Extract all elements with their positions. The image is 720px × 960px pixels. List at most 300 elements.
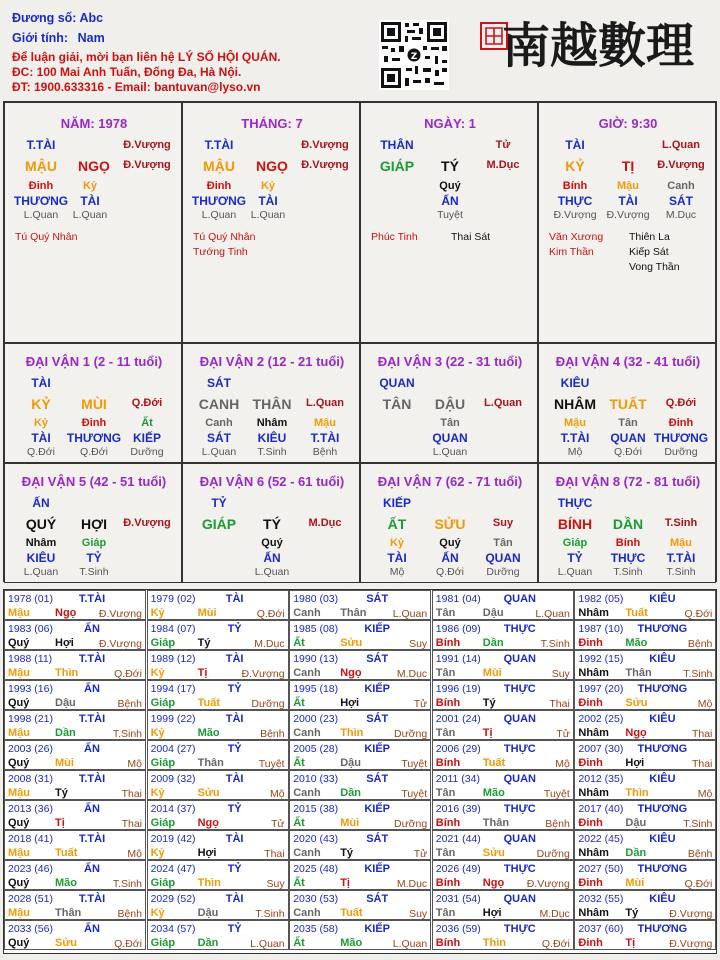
pillar-title: GIỜ: 9:30 <box>598 116 658 131</box>
year-cell[interactable] <box>289 860 431 890</box>
year-branch: Tuất <box>625 607 648 619</box>
year-label: 1998 (21) <box>8 713 53 725</box>
year-label: 2030 (53) <box>293 893 339 905</box>
year-label: 1979 (02) <box>150 593 196 605</box>
hidden-god: QUAN <box>485 551 521 565</box>
year-branch: Dậu <box>340 757 361 769</box>
year-branch: Tý <box>482 697 496 709</box>
year-state: T.Sinh <box>683 818 713 830</box>
hidden-stem: Đinh <box>28 180 54 192</box>
year-branch: Mùi <box>625 877 645 889</box>
year-state: Suy <box>409 908 428 920</box>
year-cell[interactable] <box>432 680 574 710</box>
year-label: 1983 (06) <box>8 623 53 635</box>
year-cell[interactable] <box>432 800 574 830</box>
year-branch: Tị <box>197 667 208 679</box>
year-label: 1987 (10) <box>578 623 624 635</box>
year-cell[interactable] <box>147 710 289 740</box>
year-god: SÁT <box>366 773 389 785</box>
year-stem: Ất <box>293 697 305 709</box>
luck-pillar[interactable] <box>4 463 182 583</box>
year-stem: Quý <box>8 697 30 709</box>
luck-pillar[interactable] <box>538 463 716 583</box>
year-state: Thai <box>549 698 570 710</box>
year-cell[interactable] <box>289 770 431 800</box>
year-cell[interactable] <box>289 800 431 830</box>
year-label: 2033 (56) <box>8 923 53 935</box>
year-branch: Sửu <box>55 937 78 949</box>
year-state: Bệnh <box>687 848 713 860</box>
year-label: 2037 (60) <box>578 923 624 935</box>
year-stem: Đinh <box>578 877 603 889</box>
year-state: Tuyệt <box>258 758 285 770</box>
year-state: Q.Đới <box>684 878 713 890</box>
brand-logo <box>478 10 708 74</box>
year-cell[interactable] <box>147 590 289 620</box>
year-cell[interactable] <box>289 740 431 770</box>
year-cell[interactable] <box>4 920 146 950</box>
luck-title: ĐẠI VẬN 1 (2 - 11 tuổi) <box>25 354 163 369</box>
year-branch: Thìn <box>625 787 649 799</box>
year-state: M.Dục <box>254 638 285 650</box>
stem-god: TÀI <box>565 138 585 152</box>
year-state: Suy <box>409 638 428 650</box>
hidden-stem: Kỷ <box>33 417 49 429</box>
year-state: Suy <box>266 878 285 890</box>
year-label: 2034 (57) <box>150 923 196 935</box>
year-god: TÀI <box>225 773 244 785</box>
year-state: Đ.Vượng <box>669 908 713 920</box>
year-branch: Mùi <box>197 607 217 619</box>
year-label: 2021 (44) <box>435 833 481 845</box>
year-god: ẤN <box>84 923 100 935</box>
luck-stem: ẤT <box>387 516 407 532</box>
luck-pillar[interactable] <box>360 463 538 583</box>
year-branch: Thìn <box>197 877 221 889</box>
luck-title: ĐẠI VẬN 8 (72 - 81 tuổi) <box>555 474 701 489</box>
luck-title: ĐẠI VẬN 4 (32 - 41 tuổi) <box>555 354 701 369</box>
hidden-state: T.Sinh <box>257 446 287 458</box>
year-label: 2027 (50) <box>578 863 624 875</box>
year-state: Q.Đới <box>114 668 142 680</box>
year-god: THỰC <box>503 623 536 635</box>
star: Văn Xương <box>549 231 604 243</box>
year-stem: Quý <box>8 877 30 889</box>
year-god: KIẾP <box>364 863 391 875</box>
year-cell[interactable] <box>574 800 716 830</box>
year-cell[interactable] <box>289 830 431 860</box>
year-branch: Ngọ <box>340 667 362 679</box>
year-branch: Ngọ <box>55 607 77 619</box>
year-branch: Dậu <box>197 907 219 919</box>
hidden-god: THỰC <box>610 551 646 565</box>
year-label: 2007 (30) <box>578 743 624 755</box>
year-stem: Đinh <box>578 637 603 649</box>
year-branch: Thân <box>55 907 82 919</box>
year-state: Dưỡng <box>394 728 428 740</box>
year-stem: Giáp <box>150 757 176 769</box>
luck-stem-god: TỶ <box>211 496 227 510</box>
year-cell[interactable] <box>4 590 146 620</box>
year-god: THỰC <box>503 923 536 935</box>
year-god: THỰC <box>503 683 536 695</box>
hidden-god: THƯƠNG <box>66 431 122 445</box>
luck-stem: NHÂM <box>554 396 596 412</box>
hidden-god: SÁT <box>207 431 231 445</box>
year-cell[interactable] <box>4 680 146 710</box>
year-label: 1992 (15) <box>578 653 624 665</box>
year-cell[interactable] <box>432 890 574 920</box>
year-god: T.TÀI <box>78 713 106 725</box>
luck-title: ĐẠI VẬN 3 (22 - 31 tuổi) <box>377 354 523 369</box>
year-cell[interactable] <box>432 710 574 740</box>
year-stem: Ất <box>293 757 305 769</box>
year-branch: Thân <box>625 667 652 679</box>
year-branch: Mão <box>625 637 648 649</box>
luck-stem-god: THỰC <box>557 496 593 510</box>
hidden-state: Đ.Vượng <box>553 209 597 221</box>
natal-pillar[interactable] <box>538 102 716 343</box>
year-god: KIÊU <box>649 833 676 845</box>
year-cell[interactable] <box>574 920 716 950</box>
year-branch: Dậu <box>55 697 76 709</box>
year-branch: Tý <box>625 907 639 919</box>
hidden-stem: Nhâm <box>256 417 288 429</box>
earthly-branch: NGỌ <box>78 158 110 174</box>
year-branch: Sửu <box>482 847 505 859</box>
year-state: Bệnh <box>545 818 570 830</box>
hidden-stem: Đinh <box>206 180 232 192</box>
year-cell[interactable] <box>147 800 289 830</box>
year-branch: Mão <box>482 787 505 799</box>
year-cell[interactable] <box>289 890 431 920</box>
hidden-god: TỶ <box>567 551 583 565</box>
year-cell[interactable] <box>4 710 146 740</box>
year-stem: Quý <box>8 757 30 769</box>
year-label: 1994 (17) <box>150 683 196 695</box>
year-cell[interactable] <box>147 740 289 770</box>
year-stem: Canh <box>293 787 321 799</box>
year-cell[interactable] <box>574 770 716 800</box>
year-stem: Giáp <box>150 697 176 709</box>
year-stem: Kỷ <box>150 727 165 739</box>
year-stem: Tân <box>435 607 456 619</box>
hidden-god: QUAN <box>610 431 646 445</box>
year-cell[interactable] <box>432 830 574 860</box>
year-cell[interactable] <box>574 710 716 740</box>
hidden-stem: Kỷ <box>260 180 276 192</box>
year-branch: Sửu <box>340 637 363 649</box>
year-stem: Tân <box>435 847 456 859</box>
year-label: 1999 (22) <box>150 713 196 725</box>
star: Vong Thần <box>629 261 680 273</box>
luck-state: Q.Đới <box>131 397 163 409</box>
year-god: QUAN <box>503 773 536 785</box>
year-god: TÀI <box>225 593 244 605</box>
year-god: THỰC <box>503 743 536 755</box>
hidden-god: KIÊU <box>26 551 56 565</box>
year-cell[interactable] <box>4 650 146 680</box>
year-state: Bệnh <box>260 728 285 740</box>
year-cell[interactable] <box>574 620 716 650</box>
natal-pillar[interactable] <box>182 102 360 343</box>
year-state: Tuyệt <box>401 758 428 770</box>
pillar-title: THÁNG: 7 <box>241 116 303 131</box>
luck-pillar[interactable] <box>182 343 360 463</box>
stem-god-state: L.Quan <box>662 139 700 151</box>
year-cell[interactable] <box>289 590 431 620</box>
year-label: 2026 (49) <box>435 863 481 875</box>
hidden-stem: Quý <box>439 180 461 192</box>
branch-state: Đ.Vượng <box>301 159 349 171</box>
year-cell[interactable] <box>147 680 289 710</box>
hidden-stem: Mậu <box>670 537 692 549</box>
year-label: 2010 (33) <box>293 773 339 785</box>
year-god: TỶ <box>227 923 242 935</box>
year-cell[interactable] <box>4 740 146 770</box>
hidden-state: T.Sinh <box>613 566 643 578</box>
year-state: T.Sinh <box>112 878 142 890</box>
year-branch: Sửu <box>625 697 648 709</box>
hidden-state: L.Quan <box>254 566 290 578</box>
hidden-state: Q.Đới <box>80 446 108 458</box>
year-god: SÁT <box>366 593 389 605</box>
hidden-state: Dưỡng <box>130 446 164 458</box>
year-branch: Tị <box>340 877 350 889</box>
year-stem: Canh <box>293 607 321 619</box>
year-god: TỶ <box>227 863 242 875</box>
year-cell[interactable] <box>289 680 431 710</box>
hidden-stem: Bính <box>615 537 641 549</box>
year-god: KIÊU <box>649 893 676 905</box>
year-state: Đ.Vượng <box>98 638 142 650</box>
year-stem: Tân <box>435 727 456 739</box>
luck-title: ĐẠI VẬN 7 (62 - 71 tuổi) <box>377 474 523 489</box>
year-state: Mộ <box>127 848 142 860</box>
year-stem: Giáp <box>150 937 176 949</box>
luck-title: ĐẠI VẬN 6 (52 - 61 tuổi) <box>199 474 345 489</box>
natal-pillar[interactable] <box>4 102 182 343</box>
heavenly-stem: MẬU <box>25 158 57 174</box>
luck-stem-god: QUAN <box>379 376 415 390</box>
luck-stem-god: TÀI <box>31 376 51 390</box>
year-stem: Ất <box>293 637 305 649</box>
hidden-god: TÀI <box>31 431 51 445</box>
luck-pillar[interactable] <box>182 463 360 583</box>
year-god: TÀI <box>225 653 244 665</box>
luck-state: Q.Đới <box>665 397 697 409</box>
year-label: 1993 (16) <box>8 683 53 695</box>
luck-state: M.Dục <box>308 517 342 529</box>
year-label: 2000 (23) <box>293 713 339 725</box>
year-god: KIÊU <box>649 653 676 665</box>
pillar-title: NĂM: 1978 <box>60 116 128 131</box>
year-cell[interactable] <box>4 860 146 890</box>
year-cell[interactable] <box>147 620 289 650</box>
hidden-state: L.Quan <box>201 209 237 221</box>
year-branch: Tý <box>197 637 211 649</box>
year-state: Dưỡng <box>251 698 285 710</box>
luck-stem: KỶ <box>31 396 51 412</box>
year-cell[interactable] <box>432 920 574 950</box>
year-cell[interactable] <box>432 650 574 680</box>
year-cell[interactable] <box>4 620 146 650</box>
year-state: L.Quan <box>392 938 428 950</box>
luck-stem-god: ẤN <box>32 496 50 510</box>
year-god: SÁT <box>366 893 389 905</box>
year-cell[interactable] <box>432 620 574 650</box>
year-cell[interactable] <box>4 890 146 920</box>
star: Phúc Tinh <box>371 231 418 243</box>
year-label: 2022 (45) <box>578 833 624 845</box>
year-label: 2012 (35) <box>578 773 624 785</box>
year-branch: Thân <box>197 757 224 769</box>
year-state: T.Sinh <box>683 668 713 680</box>
hidden-god: T.TÀI <box>666 551 696 565</box>
year-god: ẤN <box>84 743 100 755</box>
year-stem: Kỷ <box>150 847 165 859</box>
hidden-state: L.Quan <box>557 566 593 578</box>
year-stem: Mậu <box>8 847 30 859</box>
year-label: 2018 (41) <box>8 833 53 845</box>
year-stem: Quý <box>8 937 30 949</box>
year-cell[interactable] <box>289 650 431 680</box>
hidden-stem: Mậu <box>617 180 639 192</box>
luck-title: ĐẠI VẬN 5 (42 - 51 tuổi) <box>21 474 167 489</box>
qr-code-icon[interactable] <box>379 20 449 90</box>
hidden-stem: Mậu <box>564 417 586 429</box>
hidden-state: Q.Đới <box>27 446 55 458</box>
luck-pillar[interactable] <box>538 343 716 463</box>
year-cell[interactable] <box>147 860 289 890</box>
year-branch: Thìn <box>482 937 507 949</box>
year-label: 2015 (38) <box>293 803 339 815</box>
year-branch: Tị <box>55 817 65 829</box>
year-branch: Thân <box>482 817 510 829</box>
heavenly-stem: MẬU <box>203 158 235 174</box>
year-state: Dưỡng <box>394 818 428 830</box>
heavenly-stem: KỶ <box>565 158 585 174</box>
year-god: ẤN <box>84 863 100 875</box>
year-cell[interactable] <box>4 770 146 800</box>
year-cell[interactable] <box>147 650 289 680</box>
luck-branch: DẦN <box>612 516 644 532</box>
stem-god-state: Đ.Vượng <box>123 139 171 151</box>
luck-pillar[interactable] <box>360 343 538 463</box>
year-stem: Canh <box>293 727 321 739</box>
year-stem: Canh <box>293 907 321 919</box>
hidden-state: L.Quan <box>72 209 108 221</box>
year-god: THƯƠNG <box>637 683 688 695</box>
year-cell[interactable] <box>432 770 574 800</box>
natal-pillar[interactable] <box>360 102 538 343</box>
year-stem: Tân <box>435 667 456 679</box>
year-cell[interactable] <box>289 620 431 650</box>
year-state: Đ.Vượng <box>526 878 570 890</box>
earthly-branch: TÝ <box>441 158 459 174</box>
year-label: 2029 (52) <box>150 893 196 905</box>
year-cell[interactable] <box>4 830 146 860</box>
year-branch: Hợi <box>482 907 502 919</box>
year-state: T.Sinh <box>540 638 570 650</box>
year-cell[interactable] <box>574 650 716 680</box>
hidden-god: TÀI <box>618 194 638 208</box>
earthly-branch: NGỌ <box>256 158 288 174</box>
year-state: Tử <box>271 818 285 830</box>
year-cell[interactable] <box>147 920 289 950</box>
branch-state: Đ.Vượng <box>123 159 171 171</box>
year-label: 2028 (51) <box>8 893 53 905</box>
year-cell[interactable] <box>432 590 574 620</box>
year-god: TỶ <box>227 623 242 635</box>
hidden-god: THƯƠNG <box>13 194 69 208</box>
star: Tướng Tinh <box>193 246 248 258</box>
year-stem: Nhâm <box>578 907 609 919</box>
year-state: Tuyệt <box>401 788 428 800</box>
luck-stem-god: KIẾP <box>382 496 412 510</box>
year-branch: Dần <box>482 637 504 649</box>
yearly-table <box>3 589 717 954</box>
hidden-stem: Kỷ <box>389 537 405 549</box>
year-cell[interactable] <box>147 890 289 920</box>
year-god: T.TÀI <box>78 593 106 605</box>
year-state: Dưỡng <box>536 848 570 860</box>
year-cell[interactable] <box>574 830 716 860</box>
year-god: ẤN <box>84 803 100 815</box>
year-branch: Hợi <box>340 697 360 709</box>
year-cell[interactable] <box>432 860 574 890</box>
hidden-state: T.Sinh <box>666 566 696 578</box>
year-cell[interactable] <box>432 740 574 770</box>
year-cell[interactable] <box>574 740 716 770</box>
year-cell[interactable] <box>4 800 146 830</box>
earthly-branch: TỊ <box>621 158 635 174</box>
hidden-god: T.TÀI <box>560 431 590 445</box>
year-cell[interactable] <box>574 890 716 920</box>
year-cell[interactable] <box>147 830 289 860</box>
year-label: 2008 (31) <box>8 773 53 785</box>
year-cell[interactable] <box>574 680 716 710</box>
logo-text: 南越數理 <box>501 18 695 74</box>
year-label: 1995 (18) <box>293 683 339 695</box>
year-cell[interactable] <box>574 590 716 620</box>
hidden-god: ẤN <box>263 551 281 565</box>
year-stem: Canh <box>293 847 321 859</box>
luck-pillar[interactable] <box>4 343 182 463</box>
hidden-stem: Tân <box>493 537 513 549</box>
year-cell[interactable] <box>289 920 431 950</box>
hidden-god: TÀI <box>80 194 100 208</box>
year-cell[interactable] <box>574 860 716 890</box>
year-cell[interactable] <box>147 770 289 800</box>
year-stem: Nhâm <box>578 607 609 619</box>
year-label: 1980 (03) <box>293 593 339 605</box>
year-stem: Bính <box>435 697 461 709</box>
luck-stem: CANH <box>198 396 240 412</box>
year-label: 2003 (26) <box>8 743 53 755</box>
hidden-stem: Tân <box>440 417 460 429</box>
year-branch: Hợi <box>197 847 217 859</box>
stem-god-state: Đ.Vượng <box>301 139 349 151</box>
year-branch: Ngọ <box>482 877 505 889</box>
year-branch: Mão <box>340 937 363 949</box>
year-stem: Kỷ <box>150 607 165 619</box>
hidden-god: ẤN <box>441 194 459 208</box>
contact-line-3: ĐT: 1900.633316 - Email: bantuvan@lyso.vn <box>12 80 261 94</box>
year-label: 2020 (43) <box>293 833 339 845</box>
year-cell[interactable] <box>289 710 431 740</box>
year-stem: Mậu <box>8 727 30 739</box>
